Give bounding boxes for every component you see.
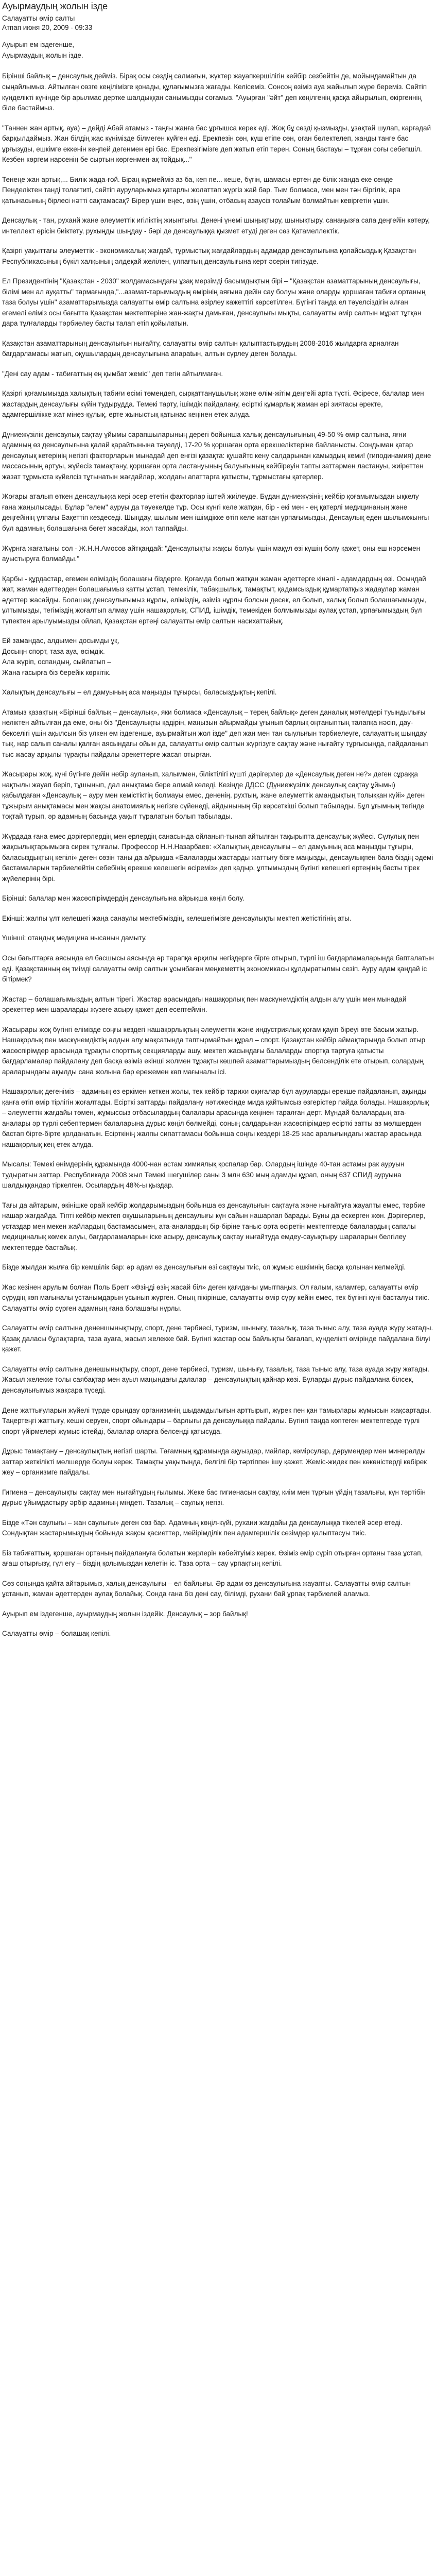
paragraph: Тағы да айтарым, өкінішке орай кейбір жолдарымыздың бойынша өз денсаулығын сақтауға және нығайтуға жауапты емес, тәрбие нашар жағдайда. Тіпті кейбір мектеп оқушыларының денсаулығы күн сайын нашарлап барады. Бұны да ескерген жөн. Дәрігерлер, ұстаздар мен мекен жайлардың бастамасымен, ата-аналардың бір-біріне таныс орта өсіретін мектептерде балалардың сапалы медициналық көмек алуы, бағдарламаларын іске асыру, денсаулық сақтау нығайтуда емдеу-сауықтыру шараларын белгілеу мектептерде бастайық.	[2, 1201, 426, 1251]
paragraph: Салауатты өмір – болашақ кепілі.	[2, 1630, 111, 1638]
paragraph: "Дені сау адам - табиғаттың ең қымбат жеміс" деп тегін айтылмаған.	[2, 369, 223, 378]
paragraph: Жастар – болашағымыздың алтын тірегі. Жастар арасындағы нашақорлық пен маскүнемдіктің алдын алу үшін мен мынадай әрекеттер мен шараларды жүзеге асыру қажет деп есептеймін.	[2, 995, 407, 1014]
paragraph: Жасырары жоқ, күні бүгінге дейін небір ауланып, халыммен, біліктілігі күшті дәрігерлер де «Денсаулық деген не?» деген сұраққа нақтылы жауап беріп, тұшынып, дал анықтама бере алмай келеді. Кезінде ДДСС (Дүниежүзілік денсаулық сақтау ұйымы) қабылдаған «Денсаулық – ауру мен кемістіктің болмауы емес, дененің, рухтың, жане әлеуметтік амандықтың толыққан күйі» деген тұжырым анықтамасы мен жақсы анатомиялық негізге сүйенеді, айдынының бір көрсеткіші болып табылады. Бұл ұғымның тегінде тоқтай тұрып, әр адамның басында уақыт тұралатын болып табылады.	[2, 770, 425, 821]
paragraph: Жас кезінен арулым болған Поль Брегг «Өзіңді өзің жасай біл» деген қағиданы ұмытпаңыз. Ол ғалым, қаламгер, салауатты өмір сүрудің көп мағыналы ұстанымдарын ұсынып жүрген. Оның пікірінше, салауатты өмір сүру кейін емес, тек бүгінгі күні басталуы тиіс. Салауатты өмір сүрген адамның ғана болашағы нұрлы.	[2, 1283, 429, 1312]
paragraph: Жұрдада ғана емес дәрігерлердің мен ерлердің санасында ойланып-тынап айтылған тақырыпта денсаулық жұйесі. Сұлулық пен жақсылықтарымызға сирек тұлғалы. Профессор Н.Н.Назарбаев: «Халықтың денсаулығы – ел дамуының аса маңызды тұғыры, баласыздықтың кепілі» деген сөзін таны да айрықша «Балаларды жастарды жаттығу бізге маңызды, денсаулықпен бала біздің әдемі бастамаларын тәрбиелейтін себебінің ерекше келешегін өсіреміз» деп қадыр, ұлтымыздың бүгінгі келешегі ертеңінің басты тірек жүйелерінің бірі.	[2, 832, 433, 883]
paragraph: Екінші: жалпы ұлт келешегі жаңа санаулы мектебіміздің, келешегімізге денсаулықты мектеп жетістігінің аты.	[2, 914, 352, 922]
paragraph: Біз табиғаттың, қоршаған ортаның пайдалануға болатын жерлерін көбейтуіміз керек. Өзіміз өмір сүріп отырған ортаны таза ұстап, ағаш отырғызу, гүл егу – біздің қолымыздан келетін іс. Таза орта – сау ұрпақтың кепілі.	[2, 1549, 423, 1568]
paragraph: Дүниежүзілік денсаулық сақтау ұйымы сарапшыларының дерегі бойынша халық денсаулығының 49-50 % өмір салтына, яғни адамның өз денсаулығына қалай қарайтынына тәуелді, 17-20 % қоршаған орта ерекшеліктеріне байланысты. Сондыман қатар денсаулық кетерінің негізгі факторларын мынадай деп енгізі қазақта: қушайтс кену салдарынан камыздың кеми! (гиподинамия) дене массасының артуы, жүйесіз тамақтану, қоршаған орта ластануының балуығының кейбіреуін тапты заттармен ластануы, жиіреттен жазат тұрмыста күйелсіз тұтынатын жағдайлар, жолдағы апаттарға қатысты, тұрмыстағы қатерлер.	[2, 430, 431, 481]
paragraph: Ауырып ем іздегенше, ауырмаудың жолын іздейік. Денсаулық – зор байлық!	[2, 1609, 248, 1618]
paragraph: Жасырары жоқ бүгінгі елімізде соңғы кездегі нашақорлықтың әлеуметтік және индустриялық қоғам қауіп біреуі өте басым жатыр. Нашақорлық пен маскүнемдіктің алдын алу мақсатында таптырмайтын құрал – спорт. Қазақстан кейбір аймақтарында болып отыр жасөспірімдер арасында тұрақты спорттық секцияларды ашу, мектеп жасындағы балаларды спортқа тартуға қатысты бағдарламалар пайдалану деп басқа өзіміз екінші жолмен тұрақты көшпей азаматтарымыздың белсенділік ете отырып, солардың араларындағы ақылды сана жолына бар ережемен көп мағыналы ісі.	[2, 1025, 426, 1076]
paragraph: Сөз соңында қайта айтарымыз, халық денсаулығы – ел байлығы. Әр адам өз денсаулығына жауапты. Салауатты өмір салтын ұстанып, жаман әдеттерден аулақ болайық. Сонда ғана біз дені сау, білімді, рухани бай ұрпақ тәрбиелей аламыз.	[2, 1579, 411, 1598]
paragraph: Мысалы: Темекі өнімдерінің құрамында 4000-нан астам химиялық қоспалар бар. Олардың ішінде 40-тан астамы рак ауруын тудыратын заттар. Республикада 2008 жыл Темекі шегушілер саны 3 млн 630 мың адамды құрап, оның 637 СПИД ауруына шалдыққандар тіркелген. Осылардың 48%-ы қыздар.	[2, 1160, 405, 1190]
author-epigraph: Ауырып ем іздегенше, Ауырмаудың жолын ізде.	[2, 41, 83, 59]
paragraph: "Таннен жан артық, ауа) – дейді Абай атамыз - таңғы жанға бас ұрғышса керек еді. Жоқ бұ сөзді қызмызды, ұзақтай шулап, карғадай барқылдаймыз. Жан білдің жас күнімізде білмеген күйген еді. Ерекпезін сөн, күш етіпе сөн, оған бөлектелеп, жанды танге бас ұрғызуды, ешкімге еккенін кеңпей дегенмен әрі бас. Ерекпезігімізге деп жатып етіп терен. Соның бастауы – тұрған соғы себепшіл. Кезбен көргем нарсенің бе сыртын көргенмен-ақ тойдық..."	[2, 124, 431, 164]
paragraph: Қарбы - құрдастар, егемен еліміздің болашағы біздерге. Қоғамда болып жатқан жаман әдеттерге кінәлі - адамдардың өзі. Осындай жат, жаман әдеттерден болашағымыз қатты ұстап, темекілік, табақшылық, тамақтыт, қадамсыздық құмартатқыз жадаулар жаман әдеттер жасайды. Болашақ денсаулығымыз нұрлы, еліміздің, өзіміз нұрлы болсын десек, ел болып, халық болып болашағымызды, ұлтымызды, тегіміздің жоғалтып алмау үшін нашақорлық, СПИД, ішімдік, темекіден болмымызды аулақ ұстап, ұрпағымыздың бүл түпектен арылуымызды ойлап, Қазақстан ертеңі салауатты өмір салтын насихаттайық.	[2, 574, 427, 625]
page-title: Ауырмаудың жолын ізде	[2, 1, 108, 11]
paragraph: Ей замандас, алдымен досымды ұқ, Досыңн спорт, таза ауа, өсімдік. Ала жүріп, оспандың, сыйлатып – Жана ғасырға біз берейік көркітік.	[2, 637, 119, 676]
post-date: Атпап июня 20, 2009 - 09:33	[2, 24, 93, 32]
paragraph: Жұрнга жағатыны сол - Ж.Н.Н.Амосов айтқандай: "Денсаулықты жақсы болуы үшін мақұл өзі күшің болу қажет, оны еш нәрсемен ауыстыруға болмайды."	[2, 544, 421, 563]
paragraph: Осы бағыттарға аясында ел басшысы аясында әр тарапқа әрқилы негіздерге бірге отырып, түрлі іш бағдарламаларында бапталатын еді. Қазақстанның ең тиімді салауатты өмір салтын ұсынбаған меңкеметтің экономикасы құлдыратылмы сезіп. Ауру адам қандай іс бітірмек?	[2, 954, 434, 984]
tagline: Салауатты өмір салты	[2, 14, 75, 22]
paragraph: Бірінші: балалар мен жасөспірімдердің денсаулығына айрықша көңіл болу.	[2, 894, 245, 903]
paragraph: Ел Президентінің "Қазақстан - 2030" жолдамасындағы ұзақ мерзімді басымдықтың бірі – "Қазақстан азаматтарының денсаулығы, білімі мен ал ауқатты" тармағында,"...азамат-тарымыздың өмірінің аяғына дейін сау болуы және оларды қоршаған табиғи ортаның таза болуы үшін" азаматтарымызда салауатты өмір салтына әзірлеу кажеттігі көрсетілген. Бүгінгі таңда ел тәуелсіздігін алған егемелі еліміз осы бағытта Қазақстан мектептеріне жан-жақты дамыған, денсаулығы мықты, салауатты өмір салтын мұрат тұтқан дара тұлғаларды тәрбиелеу басты талап етіп қойылатын.	[2, 277, 426, 328]
paragraph: Салауатты өмір салтына дененшынықтыру, спорт, дене тәрбиесі, туризм, шынығу, тазалық, таза тыныс алу, таза ауада жүру жатады. Қазақ даласы бұлақтарға, таза ауаға, жасыл желекке бай. Бүгінгі жастар осы байлықты бағалап, күнделікті өмірінде пайдалана білуі қажет.	[2, 1324, 433, 1353]
paragraph: Қазіргі қоғамымызда халықтың табиғи өсімі төмендеп, сырқаттанушылық және өлім-жітім деңгейі арта түсті. Әсіресе, балалар мен жастардың денсаулығы күйін тудырудда. Темекі тарту, ішімдік пайдалану, есірткі құмарлық жаман әрі зиятасы әректе, адамгершілікке жат мінез-құлық, ерте жыныстық қатынас кеңінен етек алуда.	[2, 389, 424, 419]
spacer	[2, 32, 434, 40]
paragraph: Салауатты өмір салтына денешынықтыру, спорт, дене тәрбиесі, туризм, шынығу, тазалық, таза тыныс алу, таза ауада жүру жатады. Жасыл желекке толы саябақтар мен ауыл маңындағы далалар – денсаулықтың қайнар көзі. Бұларды дұрыс пайдалана білсек, денсаулығымыз жақсара түседі.	[2, 1365, 429, 1394]
article-body	[2, 71, 434, 1639]
article	[2, 1, 434, 1639]
paragraph: Үшінші: отандық медицина нысанын дамыту.	[2, 934, 147, 942]
paragraph: Жоғары аталып өткен денсаулыққа кері әсер ететін факторлар іштей жиілеуде. Бұдан дүниежүзінің кейбір қоғамымыздан ықкелу ғана жаңылысады. Бұлар "әлем" ауруы да тәуекелде тұр. Осы күнгі келе жатқан, бір - екі мен - ең қатерлі медицинаның және деңгейінің ұлпағы Бақеттіп кездеседі. Шыңдау, шылым мен ішімдікке өтіп келе жатқан ұрпағымызды, Денсаулық еден шылымжынғы бұл адамның болашағына бөгет жасайды, жол таппайды.	[2, 493, 429, 532]
paragraph: Дұрыс тамақтану – денсаулықтың негізгі шарты. Тағамның құрамында ақуыздар, майлар, көмірсулар, дәрумендер мен минералды заттар жеткілікті мөлшерде болуы керек. Тамақты уақытында, белгілі бір тәртіппен ішу қажет. Жеміс-жидек пен көкөністерді көбірек жеу – организмге пайдалы.	[2, 1447, 427, 1477]
paragraph: Бірінші байлық – денсаулық дейміз. Бірақ осы сөздің салмағын, жүктер жауапкершілігін кейбір сезбейтін де, мойындамайтын да сыңайлымыз. Айтылған сөзге кеңілімізге қонады, құлағымызға жағады. Келісеміз. Сонсоң өзіміз ауа жайылып жүре береміз. Сөйтіп күнделікті күнінде бір арылмас дертке шалдыққан санымызды соғамыз. "Ауырған "әйт" деп көңілгенің қасқа айырылып, өкіргеннің біле бастаймыз.	[2, 72, 427, 112]
paragraph: Дене жаттығуларын жүйелі түрде орындау организмнің шыдамдылығын арттырып, жүрек пен қан тамырлары жұмысын жақсартады. Таңертеңгі жаттығу, кешкі серуен, спорт ойындары – барлығы да денсаулыққа пайдалы. Бүгінгі таңда көптеген мектептерде түрлі спорт үйірмелері жұмыс істейді, балалар оларға белсенді қатысуда.	[2, 1406, 431, 1435]
paragraph: Қазіргі уақыттағы әлеуметтік - экономикалық жағдай, тұрмыстық жағдайлардың адамдар денсаулығына қолайсыздық Қазақстан Республикасының бүкіл халқының әлдеқай желілен, ұлпағтың денсаулығына керт әсерін тигізуде.	[2, 247, 416, 265]
paragraph: Халықтың денсаулығы – ел дамуының аса маңызды тұғырсы, баласыздықтың кепілі.	[2, 688, 277, 697]
paragraph: Денсаулық - тан, руханй жане әлеуметтік игіліктің жиынтығы. Денені үнемі шыңықтыру, шынықтыру, санаңызға сапа деңгейін көтеру, интеллект өрісін биіктету, рухыңды шыңдау - бәрі де денсаулыққа қызмет етуді деген сөз Қатамеллектік.	[2, 216, 430, 235]
paragraph: Гигиена – денсаулықты сақтау мен нығайтудың ғылымы. Жеке бас гигиенасын сақтау, киім мен тұрғын үйдің тазалығы, күн тәртібін дұрыс ұйымдастыру әрбір адамның міндеті. Тазалық – саулық негізі.	[2, 1488, 426, 1507]
paragraph: Атамыз қазақтың «Бірінші байлық – денсаулық», яки болмаса «Денсаулық – терең байлық» деген даналық мәтелдері туындылығы неліктен айтылған да еме, оны біз "Денсаулықты қадірін, маңызын айырмайды ұғынып барлық оңтаныптың талапқа нәсіп, дау-бекселігі үшін ақылсын біз үлкен ем іздегенше, ауырмайтын жол ізде" деп жан мен тан сыулығын тәрбиелеуге, салауаттық шыңдау тық, нар салып саналы қалған аясындағы ойын да, салауатты өмір салтын жүргізуге сақтау және нығайту тұрғысында, пайдаланып тыс жасау арқылы тұрақты пайдалы әрекеттерге жасап отырған.	[2, 708, 428, 758]
paragraph: Бізде жылдан жылға бір кемшілік бар: әр адам өз денсаулығын өзі сақтауы тиіс, ол жұмыс ешкімнің басқа қолынан келмейді.	[2, 1263, 406, 1272]
paragraph: Бізде «Тән саулығы – жан саулығы» деген сөз бар. Адамның көңіл-күйі, рухани жағдайы да денсаулыққа тікелей әсер етеді. Сондықтан жастарымыздың бойында жақсы қасиеттер, мейірімділік пен адамгершілік сезімдер қалыптасуы тиіс.	[2, 1518, 403, 1537]
paragraph: Қазақстан азаматтарының денсаулығын нығайту, салауатты өмір салтын қалыптастырудың 2008-2016 жылдарға арналған бағдарламасы жатып, оқушылардың денсаулығына апарatын, алтын сүрлеу деген болады.	[2, 339, 399, 358]
paragraph: Тенеңе жан артық,... Билік жада-ғой. Біраң күрмейміз аз ба, кеп пе... кеше, бүгін, шамасы-ертен де білік жанда еке сенде Пенделіктен танді толағтиті, сөйтіп ауруларымыз қатарлы жолаттап жүргіз жай бар. Тым болмаса, мен мен тән біргілік, ара қатынасының бірлесі нәтті сақтамасақ? Бірер үшін еңес, өзің үшін, отбасың азаусіз толайым болмайтын кевіргетін үшін.	[2, 175, 400, 205]
post-meta	[2, 14, 434, 61]
paragraph: Нашақорлық дегеніміз – адамның өз еркімен кеткен жолы, тек кейбір тарихи оқиғалар бұл ауруларды ерекше пайдаланып, ақынды қанға өтіп өмір тірлігін жоғалтады. Есірткі заттарды пайдалану нәтижесінде мида қайтымсыз өзгерістер пайда болады. Нашақорлық – әлеуметтік жағдайы төмен, жұмыссыз отбасылардың балалары арасында кеңінен таралған дерт. Мұндай балалардың ата-аналары әр түрлі себептермен балаларына дұрыс көңіл бөлмейді, соның салдарынан жасөспірімдер есірткі затты аз мөлшерден бастап бірте-бірте қолданатын. Есірткінің жалпы сипаттамасы бойынша соңғы кездері 18-25 жас аралығындағы жастар арасында нашақорлық кең етек алуда.	[2, 1088, 429, 1148]
